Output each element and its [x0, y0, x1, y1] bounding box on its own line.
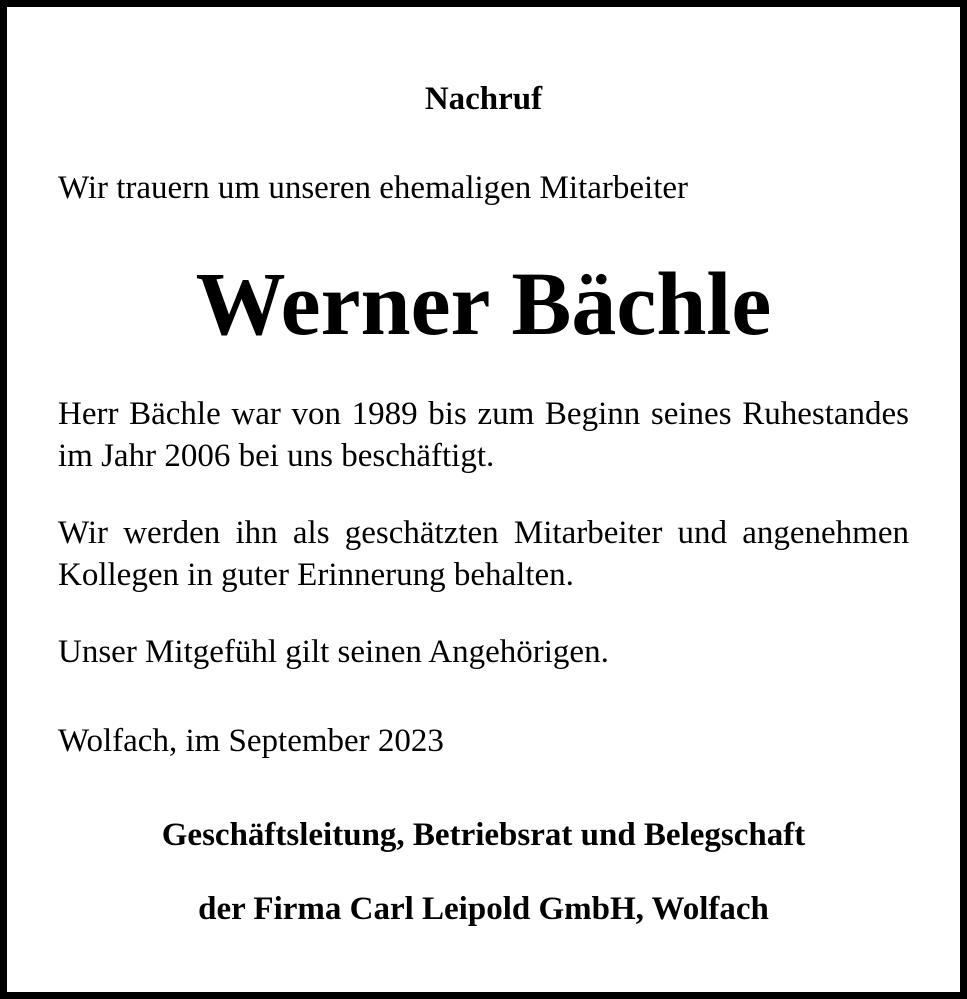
signature-line-2: der Firma Carl Leipold GmbH, Wolfach — [198, 891, 769, 927]
condolence-paragraph: Unser Mitgefühl gilt seinen Angehörigen. — [58, 634, 609, 670]
place-date: Wolfach, im September 2023 — [58, 723, 444, 759]
notice-heading: Nachruf — [424, 81, 543, 117]
intro-line: Wir trauern um unseren ehemaligen Mitarbeiter — [58, 170, 688, 206]
remembrance-paragraph: Wir werden ihn als geschätzten Mitarbeiter und angenehmen Kollegen in guter Erinnerung behalten. — [58, 515, 909, 593]
deceased-name: Werner Bächle — [195, 255, 772, 354]
signature-line-1: Geschäftsleitung, Betriebsrat und Belegschaft — [161, 817, 806, 853]
employment-paragraph: Herr Bächle war von 1989 bis zum Beginn seines Ruhestandes im Jahr 2006 bei uns beschäftigt. — [58, 396, 909, 474]
